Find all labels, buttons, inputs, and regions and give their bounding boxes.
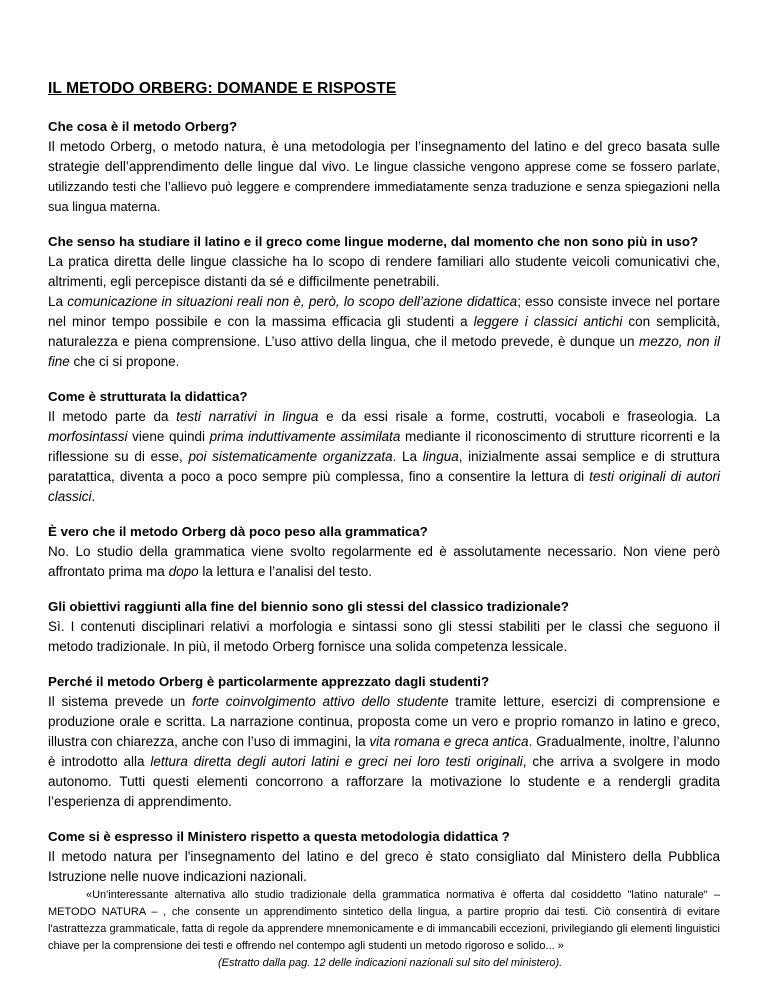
answer-text: che ci si propone. xyxy=(69,354,180,369)
answer-text: ; esso consiste invece nel portare nel minor tempo possibile e con la massima efficacia gli studenti a xyxy=(48,294,720,329)
faq-section-structure xyxy=(48,387,720,507)
answer-why-modern-p2 xyxy=(48,292,720,372)
answer-emphasis: testi narrativi in lingua xyxy=(176,409,319,424)
faq-section-students xyxy=(48,672,720,812)
question-what-is: Che cosa è il metodo Orberg? xyxy=(48,119,238,134)
answer-text: No. Lo studio della grammatica viene svolto regolarmente ed è assolutamente necessario. Non viene però affrontato prima ma xyxy=(48,544,720,579)
question-students: Perché il metodo Orberg è particolarmente apprezzato dagli studenti? xyxy=(48,674,490,689)
document-page xyxy=(48,80,720,987)
answer-emphasis: leggere i classici antichi xyxy=(473,314,623,329)
answer-structure xyxy=(48,407,720,507)
answer-emphasis: vita romana e greca antica xyxy=(369,734,529,749)
answer-emphasis: mezzo, non il fine xyxy=(48,334,720,369)
answer-emphasis: lingua xyxy=(422,449,459,464)
answer-text: e da essi risale a forme, costrutti, vocaboli e fraseologia. La xyxy=(318,409,720,424)
answer-text: Le lingue classiche vengono apprese come se fossero parlate, utilizzando testi che l’allievo può leggere e comprendere immediatamente senza traduzione e senza spiegazioni nella sua lingua materna. xyxy=(48,159,720,214)
answer-emphasis: prima induttivamente assimilata xyxy=(209,429,401,444)
answer-text: , inizialmente assai semplice e di struttura paratattica, diventa a poco a poco sempre più complessa, fino a consentire la lettura di xyxy=(48,449,720,484)
question-ministry: Come si è espresso il Ministero rispetto a questa metodologia didattica ? xyxy=(48,829,510,844)
answer-emphasis: comunicazione in situazioni reali non è, però, lo scopo dell’azione didattica xyxy=(67,294,518,309)
ministry-quote: «Un'interessante alternativa allo studio tradizionale della grammatica normativa è offerta dal cosiddetto "latino naturale" – METODO NATURA – , che consente un apprendimento sintetico della lingua, a partire proprio dai testi. Ciò consentirà di evitare l'astrattezza grammaticale, fatta di regole da apprendere mnemonicamente e di immancabili eccezioni, privilegiando gli elementi linguistici chiave per la comprensione dei testi e offrendo nel contempo agli studenti un metodo rigoroso e solido... » xyxy=(48,889,720,952)
question-why-modern: Che senso ha studiare il latino e il greco come lingue moderne, dal momento che non sono più in uso? xyxy=(48,234,699,249)
answer-text: . xyxy=(91,489,96,504)
answer-text: tramite letture, esercizi di comprensione e produzione orale e scritta. La narrazione continua, proposta come un vero e proprio romanzo in latino e greco, illustra con chiarezza, anche con l’uso di immagini, la xyxy=(48,694,720,749)
question-structure: Come è strutturata la didattica? xyxy=(48,389,248,404)
faq-section-grammar xyxy=(48,522,720,582)
answer-why-modern-p1: La pratica diretta delle lingue classiche ha lo scopo di rendere familiari allo studente veicoli comunicativi che, altrimenti, egli percepisce distanti da sé e difficilmente penetrabili. xyxy=(48,254,720,289)
answer-text: . Gradualmente, inoltre, l’alunno è introdotto alla xyxy=(48,734,720,769)
quote-source: (Estratto dalla pag. 12 delle indicazioni nazionali sul sito del ministero). xyxy=(218,957,563,969)
answer-grammar xyxy=(48,542,720,582)
answer-emphasis: forte coinvolgimento attivo dello studente xyxy=(191,694,449,709)
faq-section-objectives xyxy=(48,597,720,657)
document-title: IL METODO ORBERG: DOMANDE E RISPOSTE xyxy=(48,80,397,97)
answer-text: Il metodo Orberg, o metodo natura, è una metodologia per l’insegnamento del latino e del greco basata sulle strategie dell’apprendimento delle lingue dal vivo. xyxy=(48,139,720,174)
faq-section-what-is xyxy=(48,117,720,217)
answer-what-is xyxy=(48,137,720,217)
answer-emphasis: dopo xyxy=(168,564,199,579)
faq-section-ministry xyxy=(48,827,720,972)
answer-text: la lettura e l’analisi del testo. xyxy=(198,564,372,579)
answer-emphasis: morfosintassi xyxy=(48,429,128,444)
answer-ministry: Il metodo natura per l'insegnamento del latino e del greco è stato consigliato dal Ministero della Pubblica Istruzione nelle nuove indicazioni nazionali. xyxy=(48,849,720,884)
answer-emphasis: poi sistematicamente organizzata xyxy=(188,449,393,464)
answer-text: . La xyxy=(392,449,423,464)
answer-text: La xyxy=(48,294,68,309)
answer-text: , che arriva a svolgere in modo autonomo. Tutti questi elementi concorrono a rafforzare la motivazione lo studente e a rendergli gradita l’esperienza di apprendimento. xyxy=(48,754,721,809)
answer-objectives: Sì. I contenuti disciplinari relativi a morfologia e sintassi sono gli stessi stabiliti per le classi che seguono il metodo tradizionale. In più, il metodo Orberg fornisce una solida competenza lessicale. xyxy=(48,619,720,654)
answer-text: con semplicità, naturalezza e piena comprensione. L’uso attivo della lingua, che il metodo prevede, è dunque un xyxy=(48,314,720,349)
answer-emphasis: lettura diretta degli autori latini e greci nei loro testi originali xyxy=(150,754,523,769)
question-objectives: Gli obiettivi raggiunti alla fine del biennio sono gli stessi del classico tradizionale? xyxy=(48,599,569,614)
faq-section-why-modern xyxy=(48,232,720,372)
answer-emphasis: testi originali di autori classici xyxy=(48,469,720,504)
answer-text: viene quindi xyxy=(127,429,210,444)
answer-text: mediante il riconoscimento di strutture ricorrenti e la riflessione su di esse, xyxy=(48,429,720,464)
answer-text: Il sistema prevede un xyxy=(48,694,192,709)
question-grammar: È vero che il metodo Orberg dà poco peso alla grammatica? xyxy=(48,524,428,539)
answer-text: Il metodo parte da xyxy=(48,409,177,424)
answer-students xyxy=(48,692,720,812)
